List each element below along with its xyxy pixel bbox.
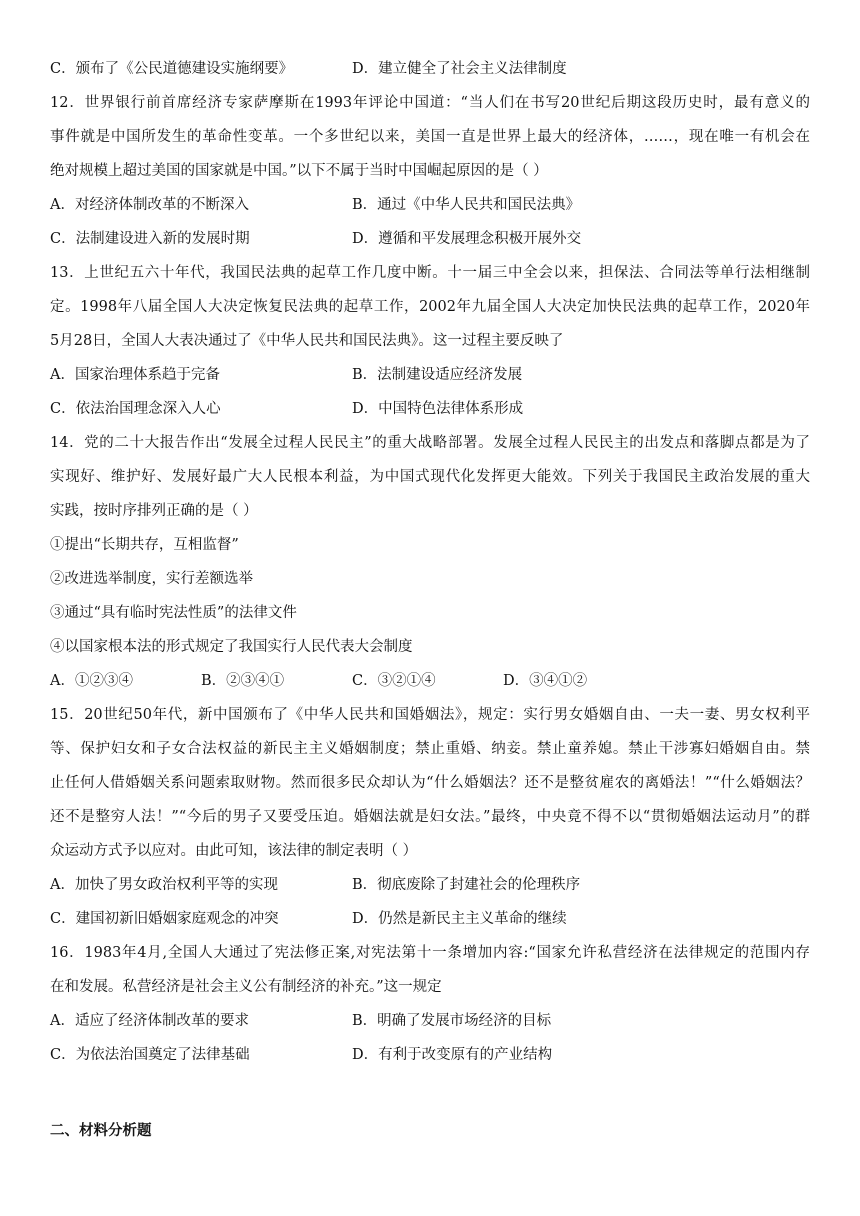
q16-option-a: A．适应了经济体制改革的要求 <box>50 1013 249 1029</box>
q11-option-c: C．颁布了《公民道德建设实施纲要》 <box>50 61 294 77</box>
q12-option-a: A．对经济体制改革的不断深入 <box>50 197 249 213</box>
q13-option-a: A．国家治理体系趋于完备 <box>50 367 220 383</box>
q16-option-b: B．明确了发展市场经济的目标 <box>352 1013 552 1029</box>
q14-item-3: ③通过“具有临时宪法性质”的法律文件 <box>50 605 297 621</box>
q13-option-b: B．法制建设适应经济发展 <box>352 367 523 383</box>
q14-item-1: ①提出“长期共存，互相监督” <box>50 537 239 553</box>
q11-option-d: D．建立健全了社会主义法律制度 <box>352 61 567 77</box>
q13-option-d: D．中国特色法律体系形成 <box>352 401 524 417</box>
q15-stem-line-4: 还不是整穷人法！”“今后的男子又要受压迫。婚姻法就是妇女法。”最终，中央竟不得不以“贯彻婚姻法运动月”的群 <box>50 809 810 825</box>
q14-item-4: ④以国家根本法的形式规定了我国实行人民代表大会制度 <box>50 639 413 655</box>
q12-stem-line-1: 12．世界银行前首席经济专家萨摩斯在1993年评论中国道：“当人们在书写20世纪后期这段历史时，最有意义的 <box>50 95 810 111</box>
q14-option-d: D．③④①② <box>503 673 588 689</box>
q15-stem-line-2: 等、保护妇女和子女合法权益的新民主主义婚姻制度；禁止重婚、纳妾。禁止童养媳。禁止干涉寡妇婚姻自由。禁 <box>50 741 810 757</box>
q15-option-c: C．建国初新旧婚姻家庭观念的冲突 <box>50 911 279 927</box>
section-heading: 二、材料分析题 <box>50 1123 152 1139</box>
q16-option-d: D．有利于改变原有的产业结构 <box>352 1047 553 1063</box>
q12-stem-line-2: 事件就是中国所发生的革命性变革。一个多世纪以来，美国一直是世界上最大的经济体，……，现在唯一有机会在 <box>50 129 810 145</box>
q12-option-b: B．通过《中华人民共和国民法典》 <box>352 197 581 213</box>
q15-option-d: D．仍然是新民主主义革命的继续 <box>352 911 567 927</box>
q12-stem-line-3: 绝对规模上超过美国的国家就是中国。”以下不属于当时中国崛起原因的是（ ） <box>50 163 548 179</box>
q15-option-a: A．加快了男女政治权利平等的实现 <box>50 877 278 893</box>
q15-stem-line-1: 15．20世纪50年代，新中国颁布了《中华人民共和国婚姻法》，规定：实行男女婚姻自由、一夫一妻、男女权利平 <box>50 707 810 723</box>
q14-stem-line-1: 14．党的二十大报告作出“发展全过程人民民主”的重大战略部署。发展全过程人民民主的出发点和落脚点都是为了 <box>50 435 810 451</box>
q14-stem-line-3: 实践，按时序排列正确的是（ ） <box>50 503 258 519</box>
q15-stem-line-5: 众运动方式予以应对。由此可知，该法律的制定表明（ ） <box>50 843 418 859</box>
q16-stem-line-2: 在和发展。私营经济是社会主义公有制经济的补充。”这一规定 <box>50 979 442 995</box>
q13-stem-line-1: 13．上世纪五六十年代，我国民法典的起草工作几度中断。十一届三中全会以来，担保法、合同法等单行法相继制 <box>50 265 810 281</box>
q14-item-2: ②改进选举制度，实行差额选举 <box>50 571 253 587</box>
q14-option-c: C．③②①④ <box>352 673 436 689</box>
q14-option-a: A．①②③④ <box>50 673 133 689</box>
q13-option-c: C．依法治国理念深入人心 <box>50 401 221 417</box>
q13-stem-line-3: 5月28日，全国人大表决通过了《中华人民共和国民法典》。这一过程主要反映了 <box>50 333 564 349</box>
q13-stem-line-2: 定。1998年八届全国人大决定恢复民法典的起草工作，2002年九届全国人大决定加快民法典的起草工作，2020年 <box>50 299 810 315</box>
q12-option-c: C．法制建设进入新的发展时期 <box>50 231 250 247</box>
q16-stem-line-1: 16．1983年4月,全国人大通过了宪法修正案,对宪法第十一条增加内容:“国家允许私营经济在法律规定的范围内存 <box>50 945 810 961</box>
q15-option-b: B．彻底废除了封建社会的伦理秩序 <box>352 877 581 893</box>
q14-option-b: B．②③④① <box>201 673 285 689</box>
q14-stem-line-2: 实现好、维护好、发展好最广大人民根本利益，为中国式现代化发挥更大能效。下列关于我国民主政治发展的重大 <box>50 469 810 485</box>
q15-stem-line-3: 止任何人借婚姻关系问题索取财物。然而很多民众却认为“什么婚姻法？还不是整贫雇农的离婚法！”“什么婚姻法？ <box>50 775 810 791</box>
q12-option-d: D．遵循和平发展理念积极开展外交 <box>352 231 582 247</box>
q16-option-c: C．为依法治国奠定了法律基础 <box>50 1047 250 1063</box>
